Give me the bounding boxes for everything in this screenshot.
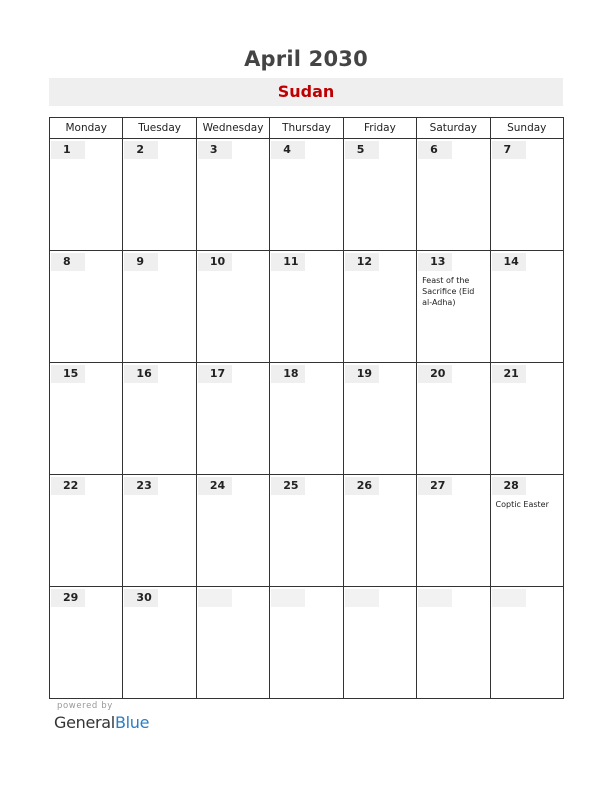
day-number	[345, 589, 379, 607]
day-cell	[123, 587, 196, 699]
day-number: 3	[198, 141, 232, 159]
day-number: 20	[418, 365, 452, 383]
day-number	[271, 589, 305, 607]
day-cell	[417, 251, 490, 363]
day-cell	[50, 475, 123, 587]
weekday-saturday: Saturday	[417, 118, 490, 139]
weekday-monday: Monday	[50, 118, 123, 139]
day-cell	[490, 251, 563, 363]
day-number	[198, 589, 232, 607]
weekday-wednesday: Wednesday	[196, 118, 269, 139]
day-cell	[417, 139, 490, 251]
day-cell	[417, 587, 490, 699]
calendar-grid	[49, 117, 564, 699]
day-number: 21	[492, 365, 526, 383]
generalblue-logo[interactable]	[54, 713, 149, 732]
day-cell	[490, 363, 563, 475]
day-cell	[196, 251, 269, 363]
day-cell	[417, 475, 490, 587]
weekday-friday: Friday	[343, 118, 416, 139]
day-number: 26	[345, 477, 379, 495]
day-number: 6	[418, 141, 452, 159]
day-cell	[490, 139, 563, 251]
day-number	[418, 589, 452, 607]
day-cell	[343, 363, 416, 475]
day-cell	[50, 251, 123, 363]
day-cell	[50, 363, 123, 475]
day-number: 25	[271, 477, 305, 495]
day-cell	[196, 139, 269, 251]
day-number: 28	[492, 477, 526, 495]
day-number: 23	[124, 477, 158, 495]
day-cell	[343, 587, 416, 699]
day-cell	[270, 587, 343, 699]
day-cell	[123, 139, 196, 251]
day-number: 19	[345, 365, 379, 383]
holiday-label: Coptic Easter	[495, 500, 549, 509]
day-cell	[50, 139, 123, 251]
day-number: 12	[345, 253, 379, 271]
day-cell	[343, 251, 416, 363]
day-number: 16	[124, 365, 158, 383]
day-number: 18	[271, 365, 305, 383]
day-number: 1	[51, 141, 85, 159]
day-cell	[490, 475, 563, 587]
day-number: 29	[51, 589, 85, 607]
week-row	[50, 587, 564, 699]
day-number: 4	[271, 141, 305, 159]
day-number: 17	[198, 365, 232, 383]
day-cell	[343, 475, 416, 587]
day-number: 8	[51, 253, 85, 271]
week-row	[50, 139, 564, 251]
day-cell	[123, 475, 196, 587]
day-cell	[270, 363, 343, 475]
weekday-thursday: Thursday	[270, 118, 343, 139]
brand-general: General	[54, 713, 115, 732]
powered-by-text: powered by	[57, 701, 113, 711]
day-cell	[50, 587, 123, 699]
day-cell	[270, 251, 343, 363]
week-row	[50, 251, 564, 363]
weekday-sunday: Sunday	[490, 118, 563, 139]
day-cell	[270, 475, 343, 587]
day-number	[492, 589, 526, 607]
country-banner: Sudan	[49, 78, 563, 106]
day-cell	[270, 139, 343, 251]
day-number: 7	[492, 141, 526, 159]
day-cell	[123, 363, 196, 475]
brand-blue: Blue	[114, 713, 150, 732]
day-number: 24	[198, 477, 232, 495]
day-number: 14	[492, 253, 526, 271]
day-number: 13	[418, 253, 452, 271]
day-number: 9	[124, 253, 158, 271]
day-cell	[196, 363, 269, 475]
week-row	[50, 475, 564, 587]
day-cell	[417, 363, 490, 475]
day-number: 2	[124, 141, 158, 159]
weekday-header-row	[50, 118, 564, 139]
day-number: 22	[51, 477, 85, 495]
day-cell	[196, 475, 269, 587]
day-number: 27	[418, 477, 452, 495]
day-cell	[343, 139, 416, 251]
weekday-tuesday: Tuesday	[123, 118, 196, 139]
day-cell	[123, 251, 196, 363]
day-cell	[490, 587, 563, 699]
day-number: 5	[345, 141, 379, 159]
week-row	[50, 363, 564, 475]
calendar-title: April 2030	[244, 47, 368, 71]
holiday-label: Feast of the Sacrifice (Eid al-Adha)	[422, 276, 475, 307]
day-cell	[196, 587, 269, 699]
day-number: 15	[51, 365, 85, 383]
day-number: 30	[124, 589, 158, 607]
day-number: 11	[271, 253, 305, 271]
day-number: 10	[198, 253, 232, 271]
